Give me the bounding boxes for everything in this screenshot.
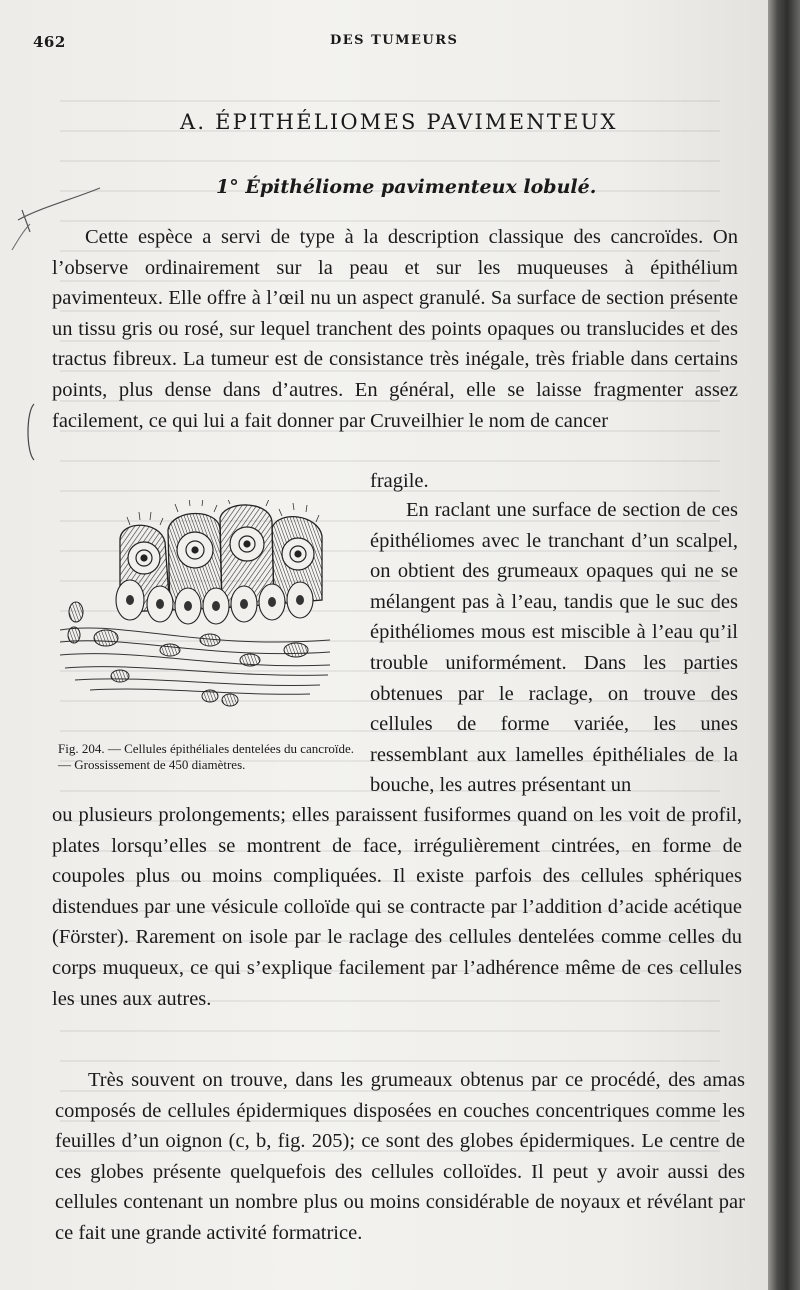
page-header <box>0 33 768 53</box>
cell-illustration <box>60 500 342 720</box>
paragraph-2-wrapped-column <box>370 495 738 801</box>
bracket-mark-icon <box>22 402 42 462</box>
page-number: 462 <box>33 33 66 51</box>
page-edge <box>768 0 800 1290</box>
paragraph-1-tail: fragile. <box>370 470 429 492</box>
figure-caption <box>58 741 358 773</box>
subsection-title: 1° Épithéliome pavimenteux lobulé. <box>216 176 597 198</box>
paragraph-3: Très souvent on trouve, dans les grumeaux obtenus par ce procédé, des amas composés de cellules épidermiques disposées en couches concentriques comme les feuilles d’un oignon (c, b, fig. 205); ce sont des globes épidermiques. Le centre de ces globes présente quelquefois des cellules colloïdes. Il peut y avoir aussi des cellules contenant un nombre plus ou moins considérable de noyaux et révélant par ce fait une grande activité formatrice. <box>55 1069 745 1244</box>
section-title: A. ÉPITHÉLIOMES PAVIMENTEUX <box>180 110 618 134</box>
paragraph-2-continued: ou plusieurs prolongements; elles paraissent fusiformes quand on les voit de profil, plates lorsqu’elles se montrent de face, irrégulièrement cintrées, en forme de coupoles plus ou moins compliquées. Il existe parfois des cellules sphériques distendues par une vésicule colloïde qui se contracte par l’addition d’acide acétique (Förster). Rarement on isole par le raclage des cellules dentelées comme celles du corps muqueux, ce qui s’explique facilement par l’adhérence même de ces cellules les unes aux autres. <box>52 804 742 1010</box>
paragraph-1: Cette espèce a servi de type à la description classique des cancroïdes. On l’observe ordinairement sur la peau et sur les muqueuses à épithélium pavimenteux. Elle offre à l’œil nu un aspect granulé. Sa surface de section présente un tissu gris ou rosé, sur lequel tranchent des points opaques ou translucides et des tractus fibreux. La tumeur est de consistance très inégale, très friable dans certains points, plus dense dans d’autres. En général, elle se laisse fragmenter assez facilement, ce qui lui a fait donner par Cruveilhier le nom de cancer <box>52 226 738 432</box>
paragraph-2: En raclant une surface de section de ces épithéliomes avec le tranchant d’un scalpel, on obtient des grumeaux opaques qui ne se mélangent pas à l’eau, tandis que le suc des épithéliomes mous est miscible à l’eau qu’il trouble uniformément. Dans les parties obtenues par le raclage, on trouve des cellules de forme variée, les unes ressemblant aux lamelles épithéliales de la bouche, les autres présentant un <box>370 499 738 797</box>
running-head: DES TUMEURS <box>330 33 459 48</box>
figure-204 <box>60 500 342 720</box>
figure-caption-text: Fig. 204. — Cellules épithéliales dentelées du cancroïde. — Grossissement de 450 diamètres. <box>58 741 355 772</box>
